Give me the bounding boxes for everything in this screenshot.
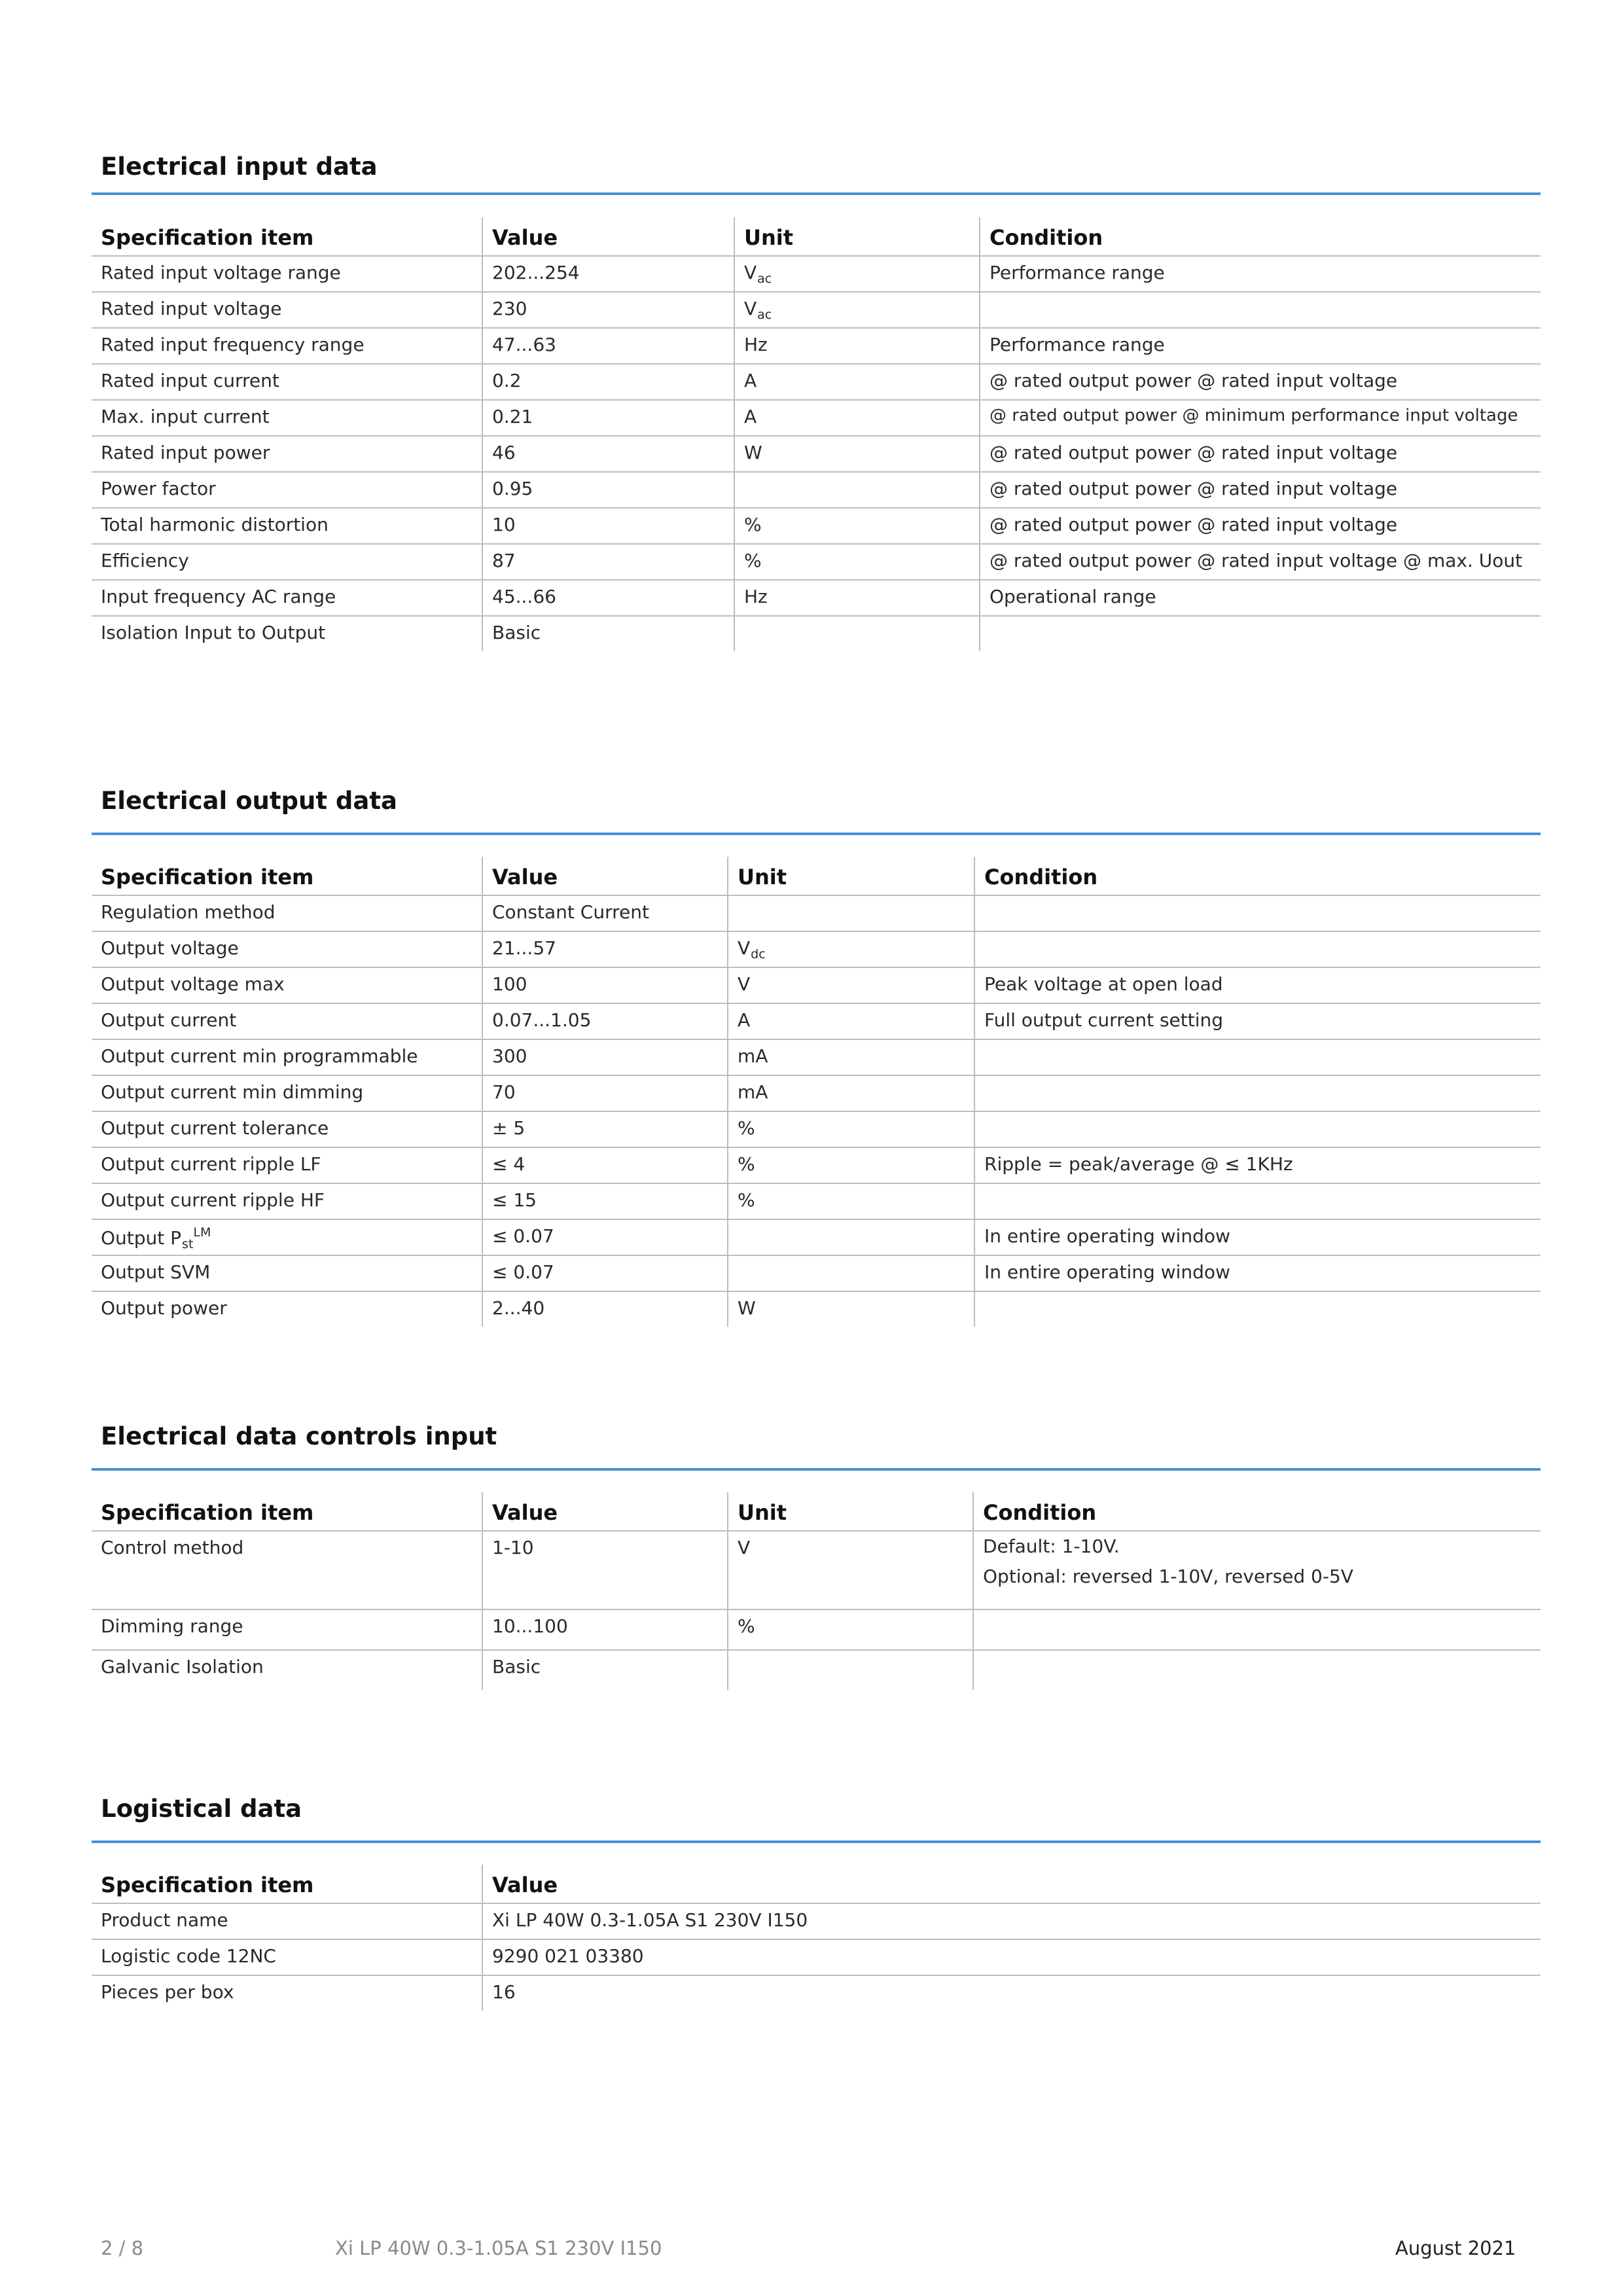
spec-condition <box>974 931 1541 967</box>
spec-condition <box>974 1039 1541 1075</box>
spec-condition <box>980 292 1541 328</box>
spec-value: 70 <box>482 1075 728 1111</box>
table-row <box>92 256 1541 292</box>
spec-value: ≤ 15 <box>482 1183 728 1219</box>
spec-value: 21...57 <box>482 931 728 967</box>
spec-item: Rated input voltage range <box>92 256 482 292</box>
spec-item: Rated input power <box>92 436 482 472</box>
spec-unit: W <box>728 1291 974 1327</box>
spec-item: Output current min dimming <box>92 1075 482 1111</box>
spec-condition <box>974 1291 1541 1327</box>
spec-unit <box>728 1650 973 1690</box>
table-header-row <box>92 217 1541 256</box>
spec-unit <box>728 895 974 931</box>
spec-unit <box>734 472 980 508</box>
spec-condition: Performance range <box>980 328 1541 364</box>
spec-unit: mA <box>728 1075 974 1111</box>
spec-item: Output voltage <box>92 931 482 967</box>
table-row <box>92 328 1541 364</box>
column-header-condition: Condition <box>974 857 1541 895</box>
spec-item: Output current ripple LF <box>92 1147 482 1183</box>
spec-value: ≤ 0.07 <box>482 1255 728 1291</box>
table-row <box>92 967 1541 1003</box>
table-header-row <box>92 857 1541 895</box>
table-row <box>92 1291 1541 1327</box>
table-row <box>92 1183 1541 1219</box>
spec-item: Power factor <box>92 472 482 508</box>
spec-condition <box>974 1183 1541 1219</box>
spec-unit: % <box>734 508 980 544</box>
spec-value: 9290 021 03380 <box>482 1939 1541 1975</box>
condition-line: Optional: reversed 1-10V, reversed 0-5V <box>983 1566 1353 1587</box>
spec-unit: $V_{ac}$ <box>734 292 980 328</box>
table-row <box>92 931 1541 967</box>
spec-item: Output power <box>101 1297 227 1319</box>
column-header-spec-item: Specification item <box>92 217 482 256</box>
spec-item: Total harmonic distortion <box>92 508 482 544</box>
spec-condition: In entire operating window <box>974 1219 1541 1255</box>
column-header-unit: Unit <box>728 857 974 895</box>
spec-value: 100 <box>482 967 728 1003</box>
table-row <box>92 472 1541 508</box>
column-header-spec-item: Specification item <box>92 857 482 895</box>
spec-condition <box>980 616 1541 651</box>
controls-input-table <box>92 1492 1541 1690</box>
table-row <box>92 1939 1541 1975</box>
electrical-input-table <box>92 217 1541 651</box>
spec-condition: @ rated output power @ rated input voltage <box>980 508 1541 544</box>
table-row <box>92 1147 1541 1183</box>
footer-product-name: Xi LP 40W 0.3-1.05A S1 230V I150 <box>335 2237 662 2259</box>
spec-item: Regulation method <box>92 895 482 931</box>
table-header-row <box>92 1865 1541 1903</box>
spec-unit: mA <box>728 1039 974 1075</box>
spec-value: 87 <box>482 544 734 580</box>
footer-page-number: 2 / 8 <box>101 2237 144 2259</box>
unit-subscript: dc <box>751 947 766 961</box>
spec-value: 0.95 <box>482 472 734 508</box>
section-divider <box>92 833 1541 835</box>
spec-value: 46 <box>482 436 734 472</box>
spec-item: Output current min programmable <box>92 1039 482 1075</box>
electrical-output-table <box>92 857 1541 1327</box>
spec-condition: @ rated output power @ rated input voltage @ max. Uout <box>980 544 1541 580</box>
spec-condition: Ripple = peak/average @ ≤ 1KHz <box>974 1147 1541 1183</box>
table-row <box>92 1531 1541 1609</box>
table-row <box>92 1003 1541 1039</box>
section-title: Logistical data <box>101 1795 302 1823</box>
spec-item: Isolation Input to Output <box>101 622 326 643</box>
spec-condition: Peak voltage at open load <box>974 967 1541 1003</box>
section-divider <box>92 1468 1541 1471</box>
table-row <box>92 616 1541 651</box>
spec-value: 45...66 <box>482 580 734 616</box>
column-header-value: Value <box>482 217 734 256</box>
spec-value: Basic <box>482 1650 728 1690</box>
spec-item: Efficiency <box>92 544 482 580</box>
spec-condition <box>974 1111 1541 1147</box>
table-row <box>92 1075 1541 1111</box>
spec-unit: % <box>728 1147 974 1183</box>
spec-value: 1-10 <box>482 1531 728 1609</box>
spec-condition: @ rated output power @ minimum performance input voltage <box>980 400 1541 436</box>
spec-item: Input frequency AC range <box>92 580 482 616</box>
column-header-unit: Unit <box>728 1492 973 1531</box>
spec-value: ≤ 0.07 <box>482 1219 728 1255</box>
spec-value: 202...254 <box>482 256 734 292</box>
footer-date: August 2021 <box>1395 2237 1516 2259</box>
spec-condition <box>973 1650 1541 1690</box>
spec-unit <box>728 1255 974 1291</box>
section-title: Electrical output data <box>101 787 398 815</box>
spec-condition <box>974 895 1541 931</box>
spec-condition: @ rated output power @ rated input voltage <box>980 436 1541 472</box>
spec-unit: % <box>734 544 980 580</box>
spec-item: Rated input current <box>92 364 482 400</box>
column-header-spec-item: Specification item <box>92 1865 482 1903</box>
spec-condition: Full output current setting <box>974 1003 1541 1039</box>
table-row <box>92 436 1541 472</box>
spec-unit: % <box>728 1609 973 1650</box>
spec-condition: Operational range <box>980 580 1541 616</box>
unit-subscript: ac <box>757 308 772 322</box>
item-superscript: LM <box>193 1225 211 1240</box>
column-header-unit: Unit <box>734 217 980 256</box>
spec-item: Control method <box>92 1531 482 1609</box>
table-row <box>92 1975 1541 2011</box>
spec-condition <box>973 1609 1541 1650</box>
spec-value: 230 <box>482 292 734 328</box>
table-row <box>92 1903 1541 1939</box>
spec-unit: % <box>728 1111 974 1147</box>
table-row <box>92 400 1541 436</box>
condition-line: Default: 1-10V. <box>983 1535 1120 1557</box>
spec-value: Basic <box>482 616 734 651</box>
column-header-value: Value <box>482 1492 728 1531</box>
table-row <box>92 1111 1541 1147</box>
spec-condition: @ rated output power @ rated input voltage <box>980 364 1541 400</box>
spec-value: Xi LP 40W 0.3-1.05A S1 230V I150 <box>482 1903 1541 1939</box>
spec-item: Max. input current <box>92 400 482 436</box>
spec-unit: W <box>734 436 980 472</box>
spec-condition: In entire operating window <box>974 1255 1541 1291</box>
table-row <box>92 364 1541 400</box>
spec-condition <box>973 1531 1541 1609</box>
column-header-spec-item: Specification item <box>92 1492 482 1531</box>
spec-unit <box>728 1219 974 1255</box>
logistical-table <box>92 1865 1541 2011</box>
unit-subscript: ac <box>757 272 772 286</box>
spec-unit: % <box>728 1183 974 1219</box>
spec-unit: Hz <box>734 580 980 616</box>
spec-value: 16 <box>482 1975 1541 2011</box>
spec-unit: $V_{ac}$ <box>734 256 980 292</box>
spec-value: 47...63 <box>482 328 734 364</box>
spec-unit: A <box>734 400 980 436</box>
spec-condition: Performance range <box>980 256 1541 292</box>
spec-condition: @ rated output power @ rated input voltage <box>980 472 1541 508</box>
spec-value: 10 <box>482 508 734 544</box>
spec-item: Rated input frequency range <box>92 328 482 364</box>
table-row <box>92 1609 1541 1650</box>
column-header-value: Value <box>482 857 728 895</box>
table-row <box>92 508 1541 544</box>
spec-value: 300 <box>482 1039 728 1075</box>
table-row <box>92 1039 1541 1075</box>
spec-value: 0.07...1.05 <box>482 1003 728 1039</box>
spec-item: Output current <box>92 1003 482 1039</box>
spec-unit: A <box>734 364 980 400</box>
table-row <box>92 1650 1541 1690</box>
spec-item: Output current tolerance <box>92 1111 482 1147</box>
spec-item: Output current ripple HF <box>92 1183 482 1219</box>
spec-item: Output $P_{st}^{LM}$ <box>92 1219 482 1255</box>
table-row <box>92 544 1541 580</box>
column-header-condition: Condition <box>980 217 1541 256</box>
spec-value: 10...100 <box>482 1609 728 1650</box>
section-title: Electrical input data <box>101 152 378 181</box>
table-row <box>92 292 1541 328</box>
item-subscript: st <box>182 1237 194 1251</box>
spec-item: Pieces per box <box>101 1981 234 2003</box>
spec-item: Logistic code 12NC <box>92 1939 482 1975</box>
column-header-value: Value <box>482 1865 1541 1903</box>
table-row <box>92 580 1541 616</box>
spec-item: Output SVM <box>92 1255 482 1291</box>
spec-item: Product name <box>92 1903 482 1939</box>
spec-value: Constant Current <box>482 895 728 931</box>
spec-item: Galvanic Isolation <box>101 1656 264 1677</box>
table-row <box>92 895 1541 931</box>
spec-unit <box>734 616 980 651</box>
spec-value: 0.2 <box>482 364 734 400</box>
section-title: Electrical data controls input <box>101 1422 497 1450</box>
table-row <box>92 1255 1541 1291</box>
spec-unit: V <box>728 1531 973 1609</box>
table-row <box>92 1219 1541 1255</box>
table-header-row <box>92 1492 1541 1531</box>
section-divider <box>92 192 1541 195</box>
spec-item: Output voltage max <box>92 967 482 1003</box>
spec-value: ± 5 <box>482 1111 728 1147</box>
column-header-condition: Condition <box>973 1492 1541 1531</box>
spec-unit: Hz <box>734 328 980 364</box>
spec-item: Rated input voltage <box>92 292 482 328</box>
spec-condition <box>974 1075 1541 1111</box>
spec-item: Dimming range <box>92 1609 482 1650</box>
spec-value: 0.21 <box>482 400 734 436</box>
spec-unit: V <box>728 967 974 1003</box>
section-divider <box>92 1840 1541 1843</box>
spec-unit: A <box>728 1003 974 1039</box>
spec-value: 2...40 <box>482 1291 728 1327</box>
spec-unit: $V_{dc}$ <box>728 931 974 967</box>
spec-value: ≤ 4 <box>482 1147 728 1183</box>
